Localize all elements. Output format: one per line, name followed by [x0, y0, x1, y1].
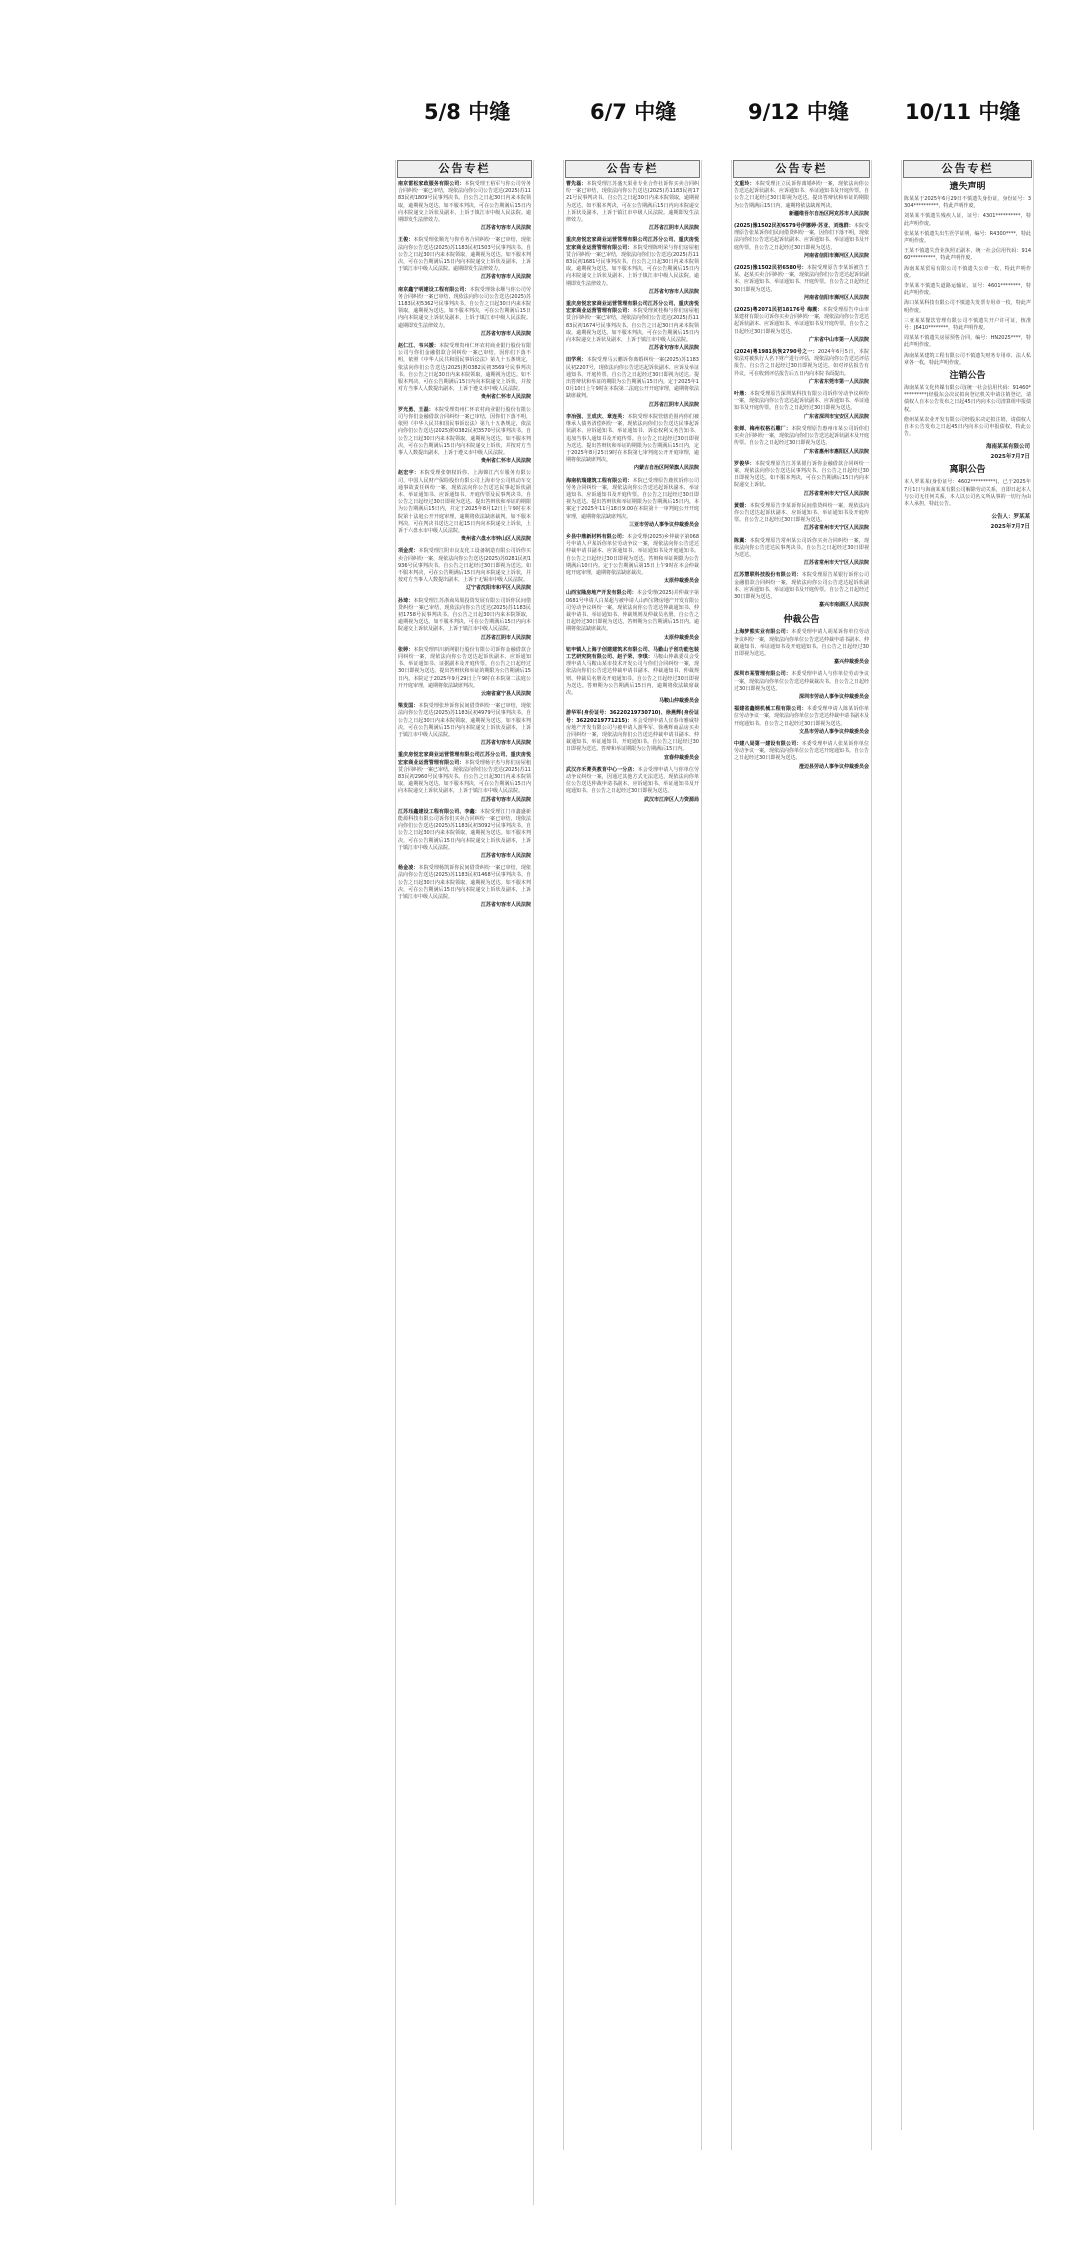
notice-list-loss: [902, 196, 1033, 367]
notice-party: (2025)豫1502民初6580号：: [734, 265, 807, 272]
notice-party: 曹先磊：: [566, 181, 587, 187]
notice-item: [734, 426, 869, 458]
notice-body: 海口某某科技有限公司不慎遗失发票专用章一枚，特此声明作废。: [904, 300, 1031, 314]
notice-party: 王俊：: [398, 237, 414, 244]
notice-body: 2024年6月5日，本院依法对被执行人名下财产进行评估，现依法向你公告送达评估报告。自公告之日起经过30日即视为送达。如对评估报告有异议，可在收到评估报告后五日内向本院书面提出。: [734, 349, 870, 377]
notice-party: (2025)粤2071民初18176号 梅震：: [734, 307, 823, 314]
column-title-2: 6/7 中缝: [590, 100, 677, 124]
notice-column-3: [731, 160, 872, 2150]
notice-issuer: 辽宁省沈阳市和平区人民法院: [465, 585, 531, 592]
notice-issuer: 江苏省句容市人民法院: [480, 902, 531, 909]
notice-item: [398, 470, 531, 545]
notice-issuer: 文昌市劳动人事争议仲裁委员会: [798, 728, 869, 735]
notice-item: [904, 353, 1031, 367]
notice-body: 本院受理原告惠州市某公司诉你们买卖合同纠纷一案，现依法向你们公告送达起诉状副本及开庭传票。自公告之日起经过30日即视为送达。: [734, 425, 870, 447]
notice-item: [904, 196, 1031, 210]
notice-issuer: 深圳市劳动人事争议仲裁委员会: [798, 693, 869, 700]
notice-body: 本会受理(2025)乡仲裁字第068号申请人尹某诉你单位劳动争议一案，现依法向你公告送达仲裁申请书副本、应诉通知书、举证通知书及开庭通知书。自公告之日起经过30日即视为送达。答辩和举证期限为公告期满后10日内。定于公告期满后第15日上午9时在本会仲裁庭开庭审理，逾期将依法缺席裁决。: [566, 533, 699, 576]
column-title-3: 9/12 中缝: [748, 100, 849, 124]
notice-item: [904, 213, 1031, 227]
notice-item: [398, 865, 531, 911]
notice-item: [904, 248, 1031, 262]
notice-party: 陈翼：: [734, 537, 750, 544]
notice-item: [734, 706, 869, 738]
notice-item: [398, 809, 531, 862]
notice-issuer: 江苏省常州市天宁区人民法院: [803, 560, 869, 567]
notice-item: [734, 671, 869, 703]
notice-body: 本院受理原告李某诉被告王某、赵某买卖合同纠纷一案，现依法向你们公告送达起诉状副本、应诉通知书、举证通知书、开庭传票。自公告之日起经过30日即视为送达。: [734, 265, 870, 293]
notice-item: [734, 391, 869, 423]
notice-body: 本院受理原告中山市某建材有限公司诉你买卖合同纠纷一案，现依法向你公告送达起诉状副本、应诉通知书、举证通知书及开庭传票。自公告之日起经过30日即视为送达。: [734, 307, 870, 335]
column-title-4: 10/11 中缝: [905, 100, 1021, 124]
notice-list-arbitration: [732, 629, 871, 772]
notice-item: [398, 647, 531, 700]
notice-party: (2024)粤1981执恢2790号之一：: [734, 349, 818, 356]
section-title-arbitration: 仲裁公告: [783, 615, 820, 626]
column-header-2: 公告专栏: [565, 160, 700, 178]
notice-party: 梁发国：: [398, 703, 419, 710]
notice-party: 海南杭瑞建筑工程有限公司：: [566, 477, 633, 484]
notice-item: [398, 598, 531, 644]
section-title-loss: 遗失声明: [949, 182, 986, 192]
notice-issuer: 江苏省句容市人民法院: [480, 330, 531, 337]
notice-issuer: 广东省中山市第一人民法院: [808, 336, 869, 343]
notice-body: 本院受理四川新网银行股份有限公司诉你金融借款合同纠纷一案，现依法向你公告送达起诉状副本、应诉通知书、举证通知书、证据副本及开庭传票。自公告之日起经过30日即视为送达。提出答辩状和举证的期限为公告期满后15日内。本院定于2025年9月29日上午9时在本院第二法庭公开开庭审理，逾期将依法缺席判决。: [398, 646, 531, 689]
notice-list: [732, 181, 871, 611]
notice-party: 重庆房悦宏家商业运营管理有限公司江苏分公司、重庆房悦宏家商业运营管理有限公司：: [566, 237, 699, 251]
notice-issuer: 云南省富宁县人民法院: [480, 691, 531, 697]
notice-party: 叶鼎：: [734, 391, 750, 398]
notice-issuer: 贵州省仁怀市人民法院: [480, 394, 531, 401]
notice-issuer: 嘉兴仲裁委员会: [833, 659, 869, 666]
notice-item: [904, 318, 1031, 332]
column-header-3: 公告专栏: [733, 160, 870, 178]
notice-list: [564, 181, 701, 806]
notice-body: 海南某某建筑工程有限公司不慎遗失财务专用章、法人私章各一枚，特此声明作废。: [904, 352, 1031, 366]
notice-body: 本院受理陈明荣与你们房屋租赁合同纠纷一案已审结，现依法向你们公告送达(2025)苏1183民初1681号民事判决书。自公告之日起30日内来本院领取，逾期视为送达。如不服本判决，可在公告期满后15日内向本院递交上诉状及副本，上诉于镇江市中级人民法院。逾期即发生法律效力。: [566, 244, 699, 287]
notice-body: 本院受理张珍诉你民间借贷纠纷一案已审结，现依法向你公告送达(2025)苏1183民初4979号民事判决书。自公告之日起30日内来本院领取，逾期视为送达。如不服本判决，可在公告期满后15日内向本院递交上诉状及副本，上诉于镇江市中级人民法院。: [398, 703, 531, 739]
notice-item: [904, 283, 1031, 297]
notice-party: 黄媛：: [734, 502, 750, 509]
notice-column-2: [563, 160, 702, 2150]
notice-body: 本院受理王裕军与你公司劳务合同纠纷一案已审结，现依法向你公司公告送达(2025)苏1183民初1809号民事判决书。自公告之日起30日内来本院领取，逾期视为送达。如不服本判决，可在公告期满后15日内向本院递交上诉状及副本，上诉于镇江市中级人民法院。逾期即发生法律效力。: [398, 181, 531, 224]
notice-issuer: 河南省信阳市浉河区人民法院: [803, 252, 869, 259]
notice-body: 本人罗某某(身份证号：4602**********)，已于2025年7月1日与海南某某有限公司解除劳动关系，自即日起本人与公司无任何关系，本人以公司名义所从事的一切行为由本人承担，特此公告。: [904, 479, 1031, 508]
notice-body: 本院受理原告李某诉你民间借贷纠纷一案，现依法向你公告送达起诉状副本、应诉通知书、举证通知书及开庭传票。自公告之日起经过30日即视为送达。: [734, 502, 869, 524]
notice-item: [904, 266, 1031, 280]
notice-party: 杨金凌：: [398, 865, 419, 872]
notice-list-resignation: [902, 479, 1033, 508]
notice-body: 三亚某某餐饮管理有限公司不慎遗失开户许可证，核准号：J6410********，特此声明作废。: [904, 317, 1031, 332]
notice-item: [566, 478, 699, 531]
notice-item: [904, 300, 1031, 314]
notice-body: 本委受理申请人张某诉你单位劳动争议一案，现依法向你单位公告送达开庭通知书。自公告之日起经过30日即视为送达。: [734, 741, 870, 762]
notice-body: 海南某某文化传媒有限公司(统一社会信用代码：91460**********)经股东会决议拟向登记机关申请注销登记，请债权人自本公告发布之日起45日内向本公司清算组申报债权。: [904, 385, 1031, 413]
notice-item: [734, 307, 869, 346]
notice-body: 本院受理马云鹏诉你离婚纠纷一案(2025)苏1183民初2207号，现依法向你公告送达起诉状副本、应诉及举证通知书、开庭传票。自公告之日起经过30日即视为送达。提出答辩状和举证的期限为公告期满后15日内。定于2025年10月10日上午9时在本院第二法庭公开开庭审理，逾期将依法缺席裁判。: [566, 357, 699, 400]
notice-issuer: 广东省深圳市宝安区人民法院: [803, 413, 869, 420]
notice-party: 上海梦熊实业有限公司：: [734, 629, 792, 636]
notice-issuer: 江苏省江阴市人民法院: [480, 634, 531, 641]
notice-issuer: 武汉市江岸区人力资源局: [643, 796, 699, 803]
notice-item: [904, 417, 1031, 439]
notice-party: 钮申镇人上海子创建建筑术有限公司、马勤山子创功能包装工艺研究院有限公司、赵子荣、李琪：: [566, 646, 699, 660]
notice-body: 海南某某贸易有限公司不慎遗失公章一枚，特此声明作废。: [904, 265, 1031, 279]
notice-party: 张婵、梅州权格石雕厂：: [734, 425, 792, 432]
notice-party: 重庆房悦宏家商业运营管理有限公司江苏分公司、重庆房悦宏家商业运营管理有限公司：: [566, 301, 699, 315]
notice-column-4: [901, 160, 1034, 2130]
notice-body: 马鞍山仲裁委员会受理申请人马鞍山某市技术开发公司与你们合同纠纷一案，现依法向你们公告送达仲裁申请书副本、仲裁通知书、仲裁规则、仲裁员名册及开庭通知书。自公告之日起经过30日即视为送达。答辩期为公告期满后15日内，逾期将依法缺席裁决。: [566, 653, 699, 696]
section-title-deregistration: 注销公告: [949, 371, 986, 382]
column-header-4: 公告专栏: [903, 160, 1032, 178]
notice-body: 本委受理申请人胡某诉你单位劳动争议纠纷一案，现依法向你单位公告送达仲裁申请书副本、仲裁通知书、举证通知书及开庭通知书。自公告之日起经过30日即视为送达。: [734, 629, 870, 657]
notice-body: 本会受理申请人与你单位劳动争议纠纷一案，因通过其他方式无法送达，现依法向你单位公告送达仲裁申请书副本、应诉通知书、举证通知书及开庭通知书。自公告之日起经过30日即视为送达。: [566, 766, 699, 795]
notice-party: 江苏慧联科技股份有限公司：: [734, 572, 802, 579]
notice-issuer: 澄迈县劳动人事争议仲裁委员会: [798, 763, 869, 770]
notice-body: 李某某不慎遗失道路运输证，证号：4601********，特此声明作废。: [904, 283, 1031, 297]
notice-item: [566, 590, 699, 643]
notice-body: 本院受理原告某银行诉你公司金融借款合同纠纷一案，现依法向你公司公告送达起诉状副本、应诉通知书、举证通知书及开庭传票。自公告之日起经过30日即视为送达。: [734, 572, 870, 600]
notice-body: 本委受理申请人与你单位劳动争议一案，现依法向你单位公告送达仲裁裁决书。自公告之日起经过30日即视为送达。: [734, 671, 870, 692]
notice-issuer: 江苏省句容市人民法院: [480, 274, 531, 281]
notice-body: 陈某某于2025年6月29日不慎遗失身份证，身份证号：3304**********，特此声明作废。: [904, 196, 1031, 210]
signature-1: 海南某某有限公司: [985, 444, 1030, 451]
notice-body: 儋州某某农业开发有限公司经股东决定拟注销，请债权人自本公告发布之日起45日内向本公司申报债权，特此公告。: [904, 416, 1031, 438]
notice-body: 本院受理江苏盛天果业专业合作社诉你买卖合同纠纷一案已审结，现依法向你公告送达(2025)苏1183民初1721号民事判决书。自公告之日起30日内来本院领取，逾期视为送达。如不服本判决，可在公告期满后15日内向本院递交上诉状及副本，上诉于镇江市中级人民法院。逾期即发生法律效力。: [566, 181, 699, 224]
notice-item: [734, 572, 869, 611]
notice-body: 刘某某不慎遗失残疾人证，证号：4301**********，特此声明作废。: [904, 213, 1031, 227]
notice-issuer: 江苏省句容市人民法院: [480, 225, 531, 232]
signature-date-2: 2025年7月7日: [990, 524, 1030, 531]
notice-item: [398, 548, 531, 594]
notice-item: [398, 181, 531, 234]
notice-item: [904, 385, 1031, 414]
notice-issuer: 江苏省江阴市人民法院: [648, 401, 699, 408]
notice-issuer: 江苏省句容市人民法院: [648, 345, 699, 352]
notice-body: 本院受理贵州仁怀农村商业银行股份有限公司与你们金融借款合同纠纷一案已审结，因你们下落不明，依照《中华人民共和国民事诉讼法》第九十五条规定，依法向你们公告送达(2025)黔0382民初3570号民事判决书。自公告之日起30日内来本院领取，逾期视为送达。如不服本判决，可在公告期满后15日内向本院递交上诉状，并按对方当事人人数提出副本，上诉于遵义市中级人民法院。: [398, 406, 531, 456]
notice-party: 重庆房悦宏家商业运营管理有限公司江苏分公司、重庆房悦宏家商业运营管理有限公司：: [398, 752, 531, 766]
notice-party: 文重玲：: [734, 181, 755, 187]
notice-issuer: 江苏省句容市人民法院: [648, 288, 699, 295]
notice-issuer: 宜春仲裁委员会: [663, 754, 699, 761]
notice-party: (2025)豫1502民初6579号伊娜婷·苏亚、刘逸群：: [734, 223, 854, 230]
notice-issuer: 马鞍山仲裁委员会: [658, 698, 699, 705]
notice-body: 本院受理徐永顺与你公司劳务合同纠纷一案已审结，现依法向你公司公告送达(2025)苏1183民初5362号民事判决书。自公告之日起30日内来本院领取，逾期视为送达。如不服本判决，可在公告期满后15日内向本院递交上诉状及副本，上诉于镇江市中级人民法院。逾期即发生法律效力。: [398, 286, 531, 329]
notice-item: [566, 767, 699, 806]
notice-item: [734, 741, 869, 773]
notice-item: [566, 357, 699, 410]
notice-list: [396, 181, 533, 911]
notice-issuer: 江苏省句容市人民法院: [480, 853, 531, 860]
notice-party: 赵仁江、韦兴媛：: [398, 343, 439, 350]
notice-party: 孙琦：: [398, 597, 414, 604]
notice-party: 深圳市某管理有限公司：: [734, 671, 792, 678]
notice-body: 本会受理(2025)并仲裁字第0681号申请人白某超与被申请人山西宝隆房地产开发有限公司劳动争议纠纷一案，现依法向你公告送达仲裁通知书、仲裁申请书、举证通知书、仲裁规则及仲裁员名册。自公告之日起经过30日即视为送达。答辩期为公告期满后15日内。逾期将依法缺席裁决。: [566, 590, 699, 633]
notice-item: [734, 629, 869, 668]
notice-item: [904, 335, 1031, 349]
notice-party: 南京鑫宁明建设工程有限公司：: [398, 286, 470, 293]
notice-party: 张婷：: [398, 646, 414, 653]
notice-issuer: 广东省东莞市第一人民法院: [808, 378, 869, 385]
notice-column-1: [395, 160, 534, 2205]
notice-party: 福建省鑫钢机械工程有限公司：: [734, 706, 807, 713]
notice-item: [566, 710, 699, 763]
notice-item: [734, 461, 869, 500]
column-header-1: 公告专栏: [397, 160, 532, 178]
notice-body: 本院受理原告张某诉你们民间借贷纠纷一案，因你们下落不明，现依法向你们公告送达起诉状副本、应诉通知书、举证通知书及开庭传票。自公告之日起经过30日即视为送达。: [734, 223, 870, 251]
notice-list-deregistration: [902, 385, 1033, 438]
notice-party: 罗光勇、王磊：: [398, 406, 434, 413]
notice-issuer: 广东省惠州市惠阳区人民法院: [803, 448, 869, 455]
notice-body: 本院受理本院管辖范围内你们被继承人债务清偿纠纷一案，现依法向你们公告送达民事起诉状副本、应诉通知书、举证通知书、诉讼权利义务告知书、追加当事人通知书及开庭传票。自公告之日起经过30日即视为送达。提出答辩状和举证的期限为公告期满后15日内，定于2025年8月25日9时在本院第七审判庭公开开庭审理，逾期将依法缺席判决。: [566, 413, 699, 464]
notice-issuer: 三亚市劳动人事争议仲裁委员会: [628, 521, 699, 528]
notice-issuer: 贵州省仁怀市人民法院: [480, 458, 531, 465]
signature-2: 公告人：罗某某: [991, 514, 1030, 521]
notice-item: [904, 231, 1031, 245]
notice-item: [734, 503, 869, 535]
notice-item: [398, 407, 531, 468]
notice-body: 本院已受理原告鹿钦诉你公司劳务合同纠纷一案，现依法向你公告送达起诉状副本、举证通知书、应诉通知书及开庭传票。自公告之日起经过30日即视为送达。提出答辩状和举证期限为公告期满后15日内。本案定于2025年11月18日9:00在本院第十一审判庭公开开庭审理，逾期将依法缺席判决。: [566, 477, 699, 520]
notice-issuer: 贵州省六盘水市钟山区人民法院: [460, 536, 531, 543]
notice-body: 本院受理江苏浙商凤凰投资发展有限公司诉你民间借贷纠纷一案已审结，现依法向你公告送达(2025)苏1183民初1758号民事判决书。自公告之日起30日内来本院领取，逾期视为送达。如不服本判决，可在公告期满后15日内向本院递交上诉状及副本，上诉于镇江市中级人民法院。: [398, 597, 531, 633]
notice-item: [734, 349, 869, 388]
notice-body: 周某某不慎遗失房屋预售合同，编号：HN2025****，特此声明作废。: [904, 335, 1031, 349]
notice-item: [904, 479, 1031, 508]
notice-party: 赵宏宇：: [398, 470, 420, 477]
notice-item: [734, 181, 869, 220]
notice-body: 本院受理黄桂梅与你们房屋租赁合同纠纷一案已审结，现依法向你们公告送达(2025)苏1183民初1674号民事判决书。自公告之日起30日内来本院领取，逾期视为送达。如不服本判决，可在公告期满后15日内向本院递交上诉状及副本，上诉于镇江市中级人民法院。: [566, 308, 699, 344]
column-title-1: 5/8 中缝: [424, 100, 511, 124]
notice-party: 南京雷松家政服务有限公司：: [398, 181, 465, 187]
notice-body: 本会受理申请人宜春市雅威特房地产开发有限公司与被申请人游华军、徐燕辉商品房买卖合同纠纷一案，现依法向你们公告送达仲裁申请书副本、仲裁通知书、举证通知书、开庭通知书。自公告之日起经过30日即视为送达。答辩和举证期限为公告期满后15日内。: [566, 717, 699, 753]
notice-issuer: 新疆维吾尔自治区阿克苏市人民法院: [788, 210, 869, 217]
notice-party: 游华军(身份证号：36220219730710)、徐燕辉(身份证号：36220219771215)：: [566, 710, 699, 724]
notice-party: 中建八局第一建设有限公司：: [734, 741, 802, 747]
notice-body: 本院受理张顺光与你劳务合同纠纷一案已审结，现依法向你公告送达(2025)苏1183民初1503号民事判决书。自公告之日起30日内来本院领取，逾期视为送达。如不服本判决，可在公告期满后15日内向本院递交上诉状及副本，上诉于镇江市中级人民法院。逾期即发生法律效力。: [398, 237, 531, 273]
notice-issuer: 太原仲裁委员会: [663, 634, 699, 641]
notice-item: [398, 287, 531, 340]
notice-issuer: 太原仲裁委员会: [663, 578, 699, 585]
notice-party: 武汉亦禾菁英教育中心一分店：: [566, 766, 638, 773]
notice-body: 本院受理杨凯诉你民间借贷纠纷一案已审结，现依法向你公告送达(2025)苏1183民初1468号民事判决书。自公告之日起30日内来本院领取，逾期视为送达。如不服本判决，可在公告期满后15日内向本院递交上诉状及副本，上诉于镇江市中级人民法院。: [398, 865, 531, 901]
notice-item: [566, 181, 699, 234]
notice-body: 本院受理汪立民诉你离婚纠纷一案，现依法向你公告送达起诉状副本、应诉通知书、举证通知书及开庭传票。自公告之日起经过30日即视为送达。提出答辩状和举证的期限为公告期满后15日内，逾期将依法缺席判决。: [734, 181, 870, 209]
notice-item: [398, 752, 531, 805]
notice-party: 田学利：: [566, 357, 587, 364]
notice-issuer: 江苏省句容市人民法院: [480, 740, 531, 747]
notice-body: 本院受理原告深圳某科技有限公司诉你劳动争议纠纷一案，现依法向你公告送达起诉状副本、应诉通知书、举证通知书及开庭传票。自公告之日起经过30日即视为送达。: [734, 391, 870, 412]
notice-issuer: 江苏省江阴市人民法院: [648, 225, 699, 232]
notice-party: 山西宝隆房地产开发有限公司：: [566, 590, 637, 597]
notice-party: 乡县中鼎新材料有限公司：: [566, 533, 627, 540]
notice-item: [566, 647, 699, 708]
notice-issuer: 嘉兴市南湖区人民法院: [818, 602, 869, 609]
notice-body: 本院受理原告常州某公司诉你买卖合同纠纷一案，现依法向你公告送达民事判决书。自公告之日起经过30日即视为送达。: [734, 537, 869, 558]
section-title-resignation: 离职公告: [949, 465, 986, 476]
notice-body: 张某某不慎遗失出生医学证明，编号：R4300****，特此声明作废。: [904, 230, 1031, 245]
notice-issuer: 江苏省常州市天宁区人民法院: [803, 490, 869, 497]
notice-item: [566, 237, 699, 298]
notice-body: 本院受理张朝权诉你、上海锦江汽车服务有限公司、中国人民财产保险股份有限公司上海市分公司机动车交通事故责任纠纷一案，现依法向你公告送达民事起诉状副本、举证通知书、应诉通知书、开庭传票及民事判决书。自公告之日起经过30日即视为送达。提出答辩状和举证的期限为公告期满后15日内，并定于2025年8月12日上午9时在本院第十法庭公开开庭审理，逾期将依法缺席裁判。如不服本判决，可在判决书送达之日起15日内向本院递交上诉状，上诉于六盘水市中级人民法院。: [398, 470, 531, 534]
notice-issuer: 江苏省句容市人民法院: [480, 796, 531, 803]
notice-party: 项金虎：: [398, 548, 419, 555]
notice-item: [398, 343, 531, 404]
notice-party: 罗俊华：: [734, 460, 755, 467]
notice-party: 江苏珏鑫建设工程有限公司、李鑫：: [398, 808, 480, 815]
notice-issuer: 河南省信阳市浉河区人民法院: [803, 294, 869, 301]
notice-body: 本院受理江门市鑫盛新能源科技有限公司诉你们买卖合同纠纷一案已审结，现依法向你们公告送达(2025)苏1183民初3092号民事判决书。自公告之日起30日内来本院领取，逾期视为送达。如不服本判决，可在公告期满后15日内向本院递交上诉状及副本，上诉于镇江市中级人民法院。: [398, 808, 531, 851]
notice-item: [566, 414, 699, 475]
notice-item: [734, 223, 869, 262]
notice-issuer: 江苏省常州市天宁区人民法院: [803, 525, 869, 532]
notice-item: [734, 265, 869, 304]
notice-body: 本院受理原告江苏某银行诉你金融借款合同纠纷一案，现依法向你公告送达民事判决书。自公告之日起经过30日即视为送达。如不服本判决，可在公告期满后15日内向本院递交上诉状。: [734, 460, 869, 489]
notice-party: 李冶强、王成庆、章连英：: [566, 413, 628, 420]
notice-body: 王某不慎遗失营业执照正副本，统一社会信用代码：91460**********，特此声明作废。: [904, 248, 1031, 262]
notice-item: [398, 703, 531, 749]
signature-date-1: 2025年7月7日: [990, 454, 1030, 461]
notice-issuer: 内蒙古自治区阿荣旗人民法院: [633, 465, 699, 472]
notice-body: 本院受理杨宇杰与你们房屋租赁合同纠纷一案已审结，现依法向你们公告送达(2025)苏1183民初2960号民事判决书。自公告之日起30日内来本院领取，逾期视为送达。如不服本判决，可在公告期满后15日内向本院递交上诉状及副本，上诉于镇江市中级人民法院。: [398, 759, 531, 795]
notice-item: [398, 237, 531, 283]
notice-item: [734, 538, 869, 570]
notice-item: [566, 534, 699, 587]
notice-body: 本院受理江阴市良友化工设备制造有限公司诉你买卖合同纠纷一案，现依法向你公告送达(2025)苏0281民初1936号民事判决书。自公告之日起经过30日即视为送达。如不服本判决，可在公告期满后15日内向本院递交上诉状，并按对方当事人人数提出副本，上诉于无锡市中级人民法院。: [398, 548, 531, 584]
notice-body: 本委受理申请人陈某诉你单位劳动争议一案，现依法向你单位公告送达仲裁申请书副本及开庭通知书。自公告之日起经过30日即视为送达。: [734, 706, 870, 727]
notice-body: 本院受理贵州仁怀农村商业银行股份有限公司与你们金融借款合同纠纷一案已审结，因你们下落不明，依照《中华人民共和国民事诉讼法》第九十五条规定，依法向你们公告送达(2025)黔0382民初3569号民事判决书。自公告之日起30日内来本院领取，逾期视为送达。如不服本判决，可在公告期满后15日内向本院递交上诉状，并按对方当事人人数提出副本，上诉于遵义市中级人民法院。: [398, 343, 531, 393]
notice-item: [566, 301, 699, 354]
